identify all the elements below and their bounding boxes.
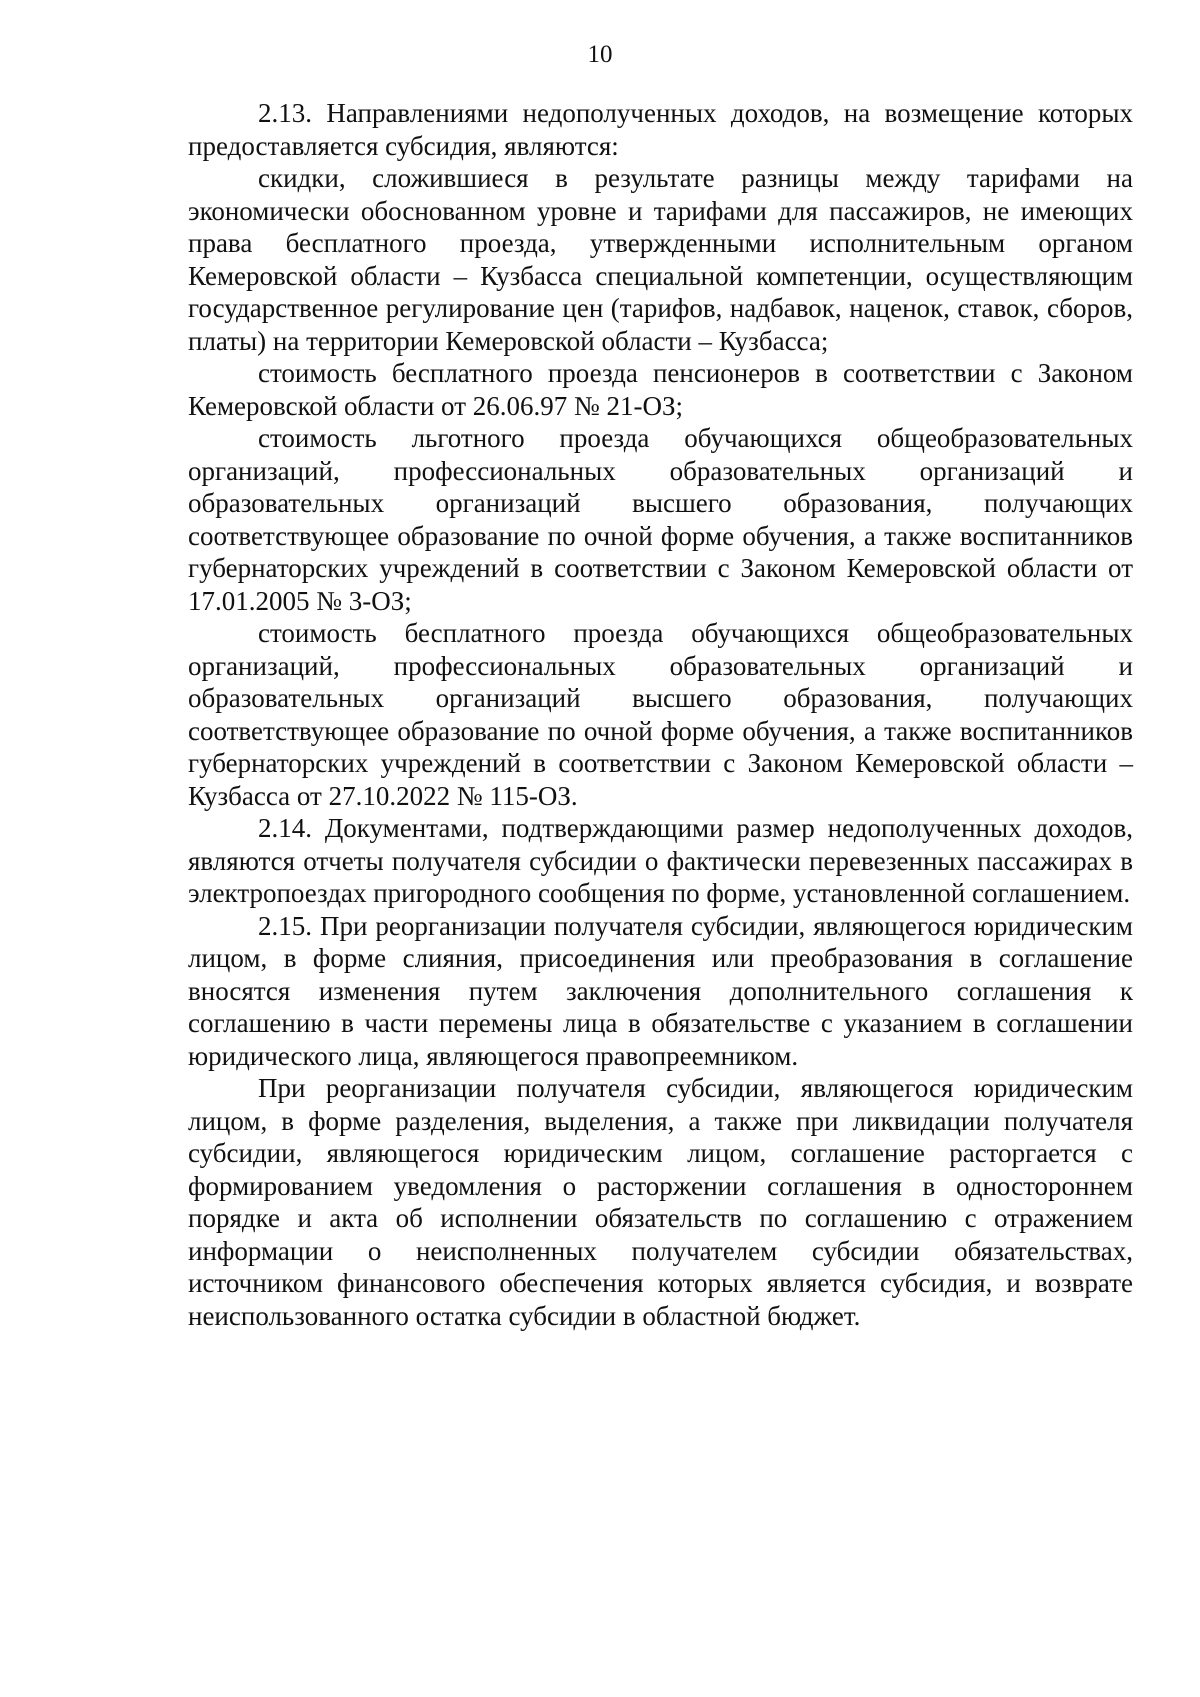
paragraph-students-discount-travel: стоимость льготного проезда обучающихся общеобразовательных организаций, профессиональных образовательных организаций и образовательных организаций высшего образования, получающих соответствующее образование по очной форме обучения, а также воспитанников губернаторских учреждений в соответствии с Законом Кемеровской области от 17.01.2005 № 3-ОЗ; (188, 423, 1133, 616)
paragraph-2-13: 2.13. Направлениями недополученных доходов, на возмещение которых предоставляется субсидия, являются: (188, 98, 1133, 161)
paragraph-tariff-discounts: скидки, сложившиеся в результате разницы между тарифами на экономически обоснованном уровне и тарифами для пассажиров, не имеющих права бесплатного проезда, утвержденными исполнительным органом Кемеровской области – Кузбасса специальной компетенции, осуществляющим государственное регулирование цен (тарифов, надбавок, наценок, ставок, сборов, платы) на территории Кемеровской области – Кузбасса; (188, 163, 1133, 356)
paragraph-liquidation: При реорганизации получателя субсидии, являющегося юридическим лицом, в форме разделения, выделения, а также при ликвидации получателя субсидии, являющегося юридическим лицом, соглашение расторгается с формированием уведомления о расторжении соглашения в одностороннем порядке и акта об исполнении обязательств по соглашению с отражением информации о неисполненных получателем субсидии обязательствах, источником финансового обеспечения которых является субсидия, и возврате неиспользованного остатка субсидии в областной бюджет. (188, 1073, 1133, 1331)
paragraph-pensioners-travel: стоимость бесплатного проезда пенсионеров в соответствии с Законом Кемеровской области от 26.06.97 № 21-ОЗ; (188, 358, 1133, 421)
paragraph-2-15: 2.15. При реорганизации получателя субсидии, являющегося юридическим лицом, в форме слияния, присоединения или преобразования в соглашение вносятся изменения путем заключения дополнительного соглашения к соглашению в части перемены лица в обязательстве с указанием в соглашении юридического лица, являющегося правопреемником. (188, 910, 1133, 1071)
document-body (188, 97, 1133, 1332)
page-number: 10 (587, 41, 613, 68)
paragraph-students-free-travel: стоимость бесплатного проезда обучающихся общеобразовательных организаций, профессиональных образовательных организаций и образовательных организаций высшего образования, получающих соответствующее образование по очной форме обучения, а также воспитанников губернаторских учреждений в соответствии с Законом Кемеровской области – Кузбасса от 27.10.2022 № 115-ОЗ. (188, 618, 1133, 811)
paragraph-2-14: 2.14. Документами, подтверждающими размер недополученных доходов, являются отчеты получателя субсидии о фактически перевезенных пассажирах в электропоездах пригородного сообщения по форме, установленной соглашением. (188, 813, 1133, 908)
